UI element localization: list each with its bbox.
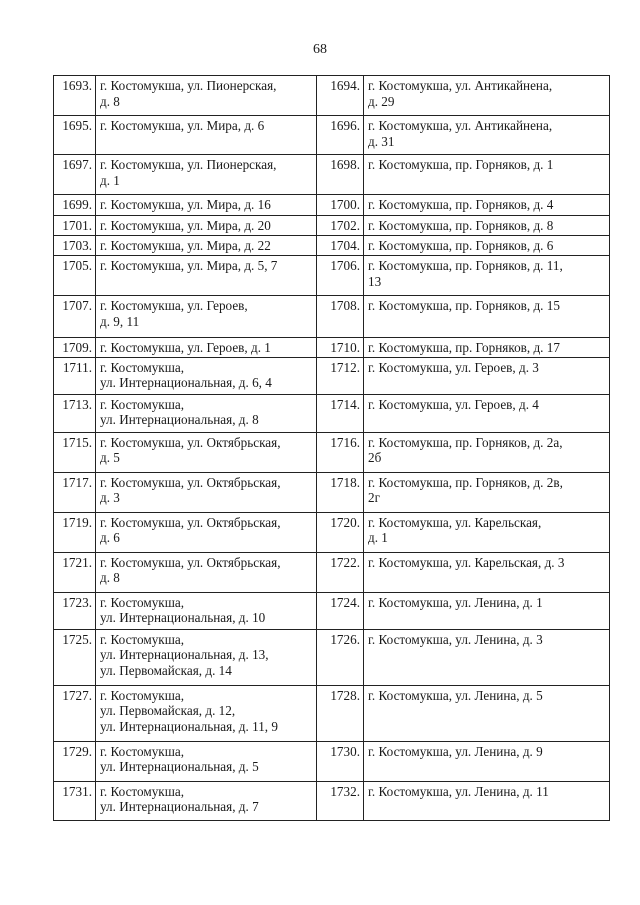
entry-number: 1715. (54, 432, 96, 472)
table-row (54, 685, 610, 741)
entry-address (96, 338, 317, 358)
address-line: г. Костомукша, пр. Горняков, д. 1 (368, 157, 554, 172)
entry-number: 1705. (54, 256, 96, 296)
entry-number: 1704. (317, 236, 364, 256)
entry-address (96, 781, 317, 820)
address-line: ул. Интернациональная, д. 8 (100, 412, 259, 427)
table-row (54, 195, 610, 216)
address-line: г. Костомукша, ул. Ленина, д. 3 (368, 631, 543, 647)
entry-number: 1718. (317, 472, 364, 512)
entry-address (96, 296, 317, 338)
entry-address (364, 512, 610, 552)
address-line: г. Костомукша, ул. Героев, (100, 298, 248, 313)
entry-address (96, 592, 317, 629)
page-number: 68 (313, 42, 327, 57)
address-line: д. 8 (100, 93, 120, 109)
entry-address (364, 256, 610, 296)
entry-address (364, 155, 610, 195)
entry-address (364, 296, 610, 338)
entry-number: 1723. (54, 592, 96, 629)
table-row (54, 629, 610, 685)
entry-number: 1703. (54, 236, 96, 256)
entry-number: 1730. (317, 741, 364, 781)
entry-address (96, 195, 317, 216)
entry-number: 1728. (317, 685, 364, 741)
entry-address (364, 216, 610, 236)
entry-address (96, 394, 317, 432)
address-line: г. Костомукша, ул. Октябрьская, (100, 514, 281, 530)
table-row (54, 432, 610, 472)
entry-number: 1694. (317, 76, 364, 116)
entry-number: 1707. (54, 296, 96, 338)
address-table (53, 75, 610, 821)
entry-number: 1722. (317, 552, 364, 592)
entry-address (364, 76, 610, 116)
entry-address (364, 592, 610, 629)
entry-address (96, 552, 317, 592)
address-table-body (54, 76, 610, 821)
entry-address (96, 512, 317, 552)
address-line: г. Костомукша, ул. Героев, д. 1 (100, 340, 271, 355)
entry-number: 1721. (54, 552, 96, 592)
entry-address (364, 472, 610, 512)
address-line: г. Костомукша, ул. Мира, д. 20 (100, 218, 271, 233)
address-line: г. Костомукша, пр. Горняков, д. 2в, (368, 474, 563, 490)
entry-address (96, 741, 317, 781)
entry-address (364, 432, 610, 472)
entry-address (96, 685, 317, 741)
entry-address (96, 76, 317, 116)
address-line: ул. Интернациональная, д. 7 (100, 799, 259, 814)
entry-number: 1708. (317, 296, 364, 338)
address-line: г. Костомукша, пр. Горняков, д. 17 (368, 340, 560, 355)
entry-number: 1700. (317, 195, 364, 216)
address-line: г. Костомукша, ул. Пионерская, (100, 157, 277, 172)
address-line: ул. Первомайская, д. 12, (100, 703, 236, 718)
entry-number: 1729. (54, 741, 96, 781)
entry-number: 1719. (54, 512, 96, 552)
address-line: г. Костомукша, пр. Горняков, д. 15 (368, 298, 560, 313)
address-line: д. 1 (100, 172, 120, 188)
entry-number: 1709. (54, 338, 96, 358)
entry-number: 1698. (317, 155, 364, 195)
address-line: г. Костомукша, ул. Карельская, д. 3 (368, 554, 565, 570)
address-line: 13 (368, 273, 382, 289)
entry-number: 1732. (317, 781, 364, 820)
address-line: г. Костомукша, ул. Мира, д. 16 (100, 197, 271, 212)
address-line: г. Костомукша, (100, 783, 185, 799)
address-line: г. Костомукша, ул. Ленина, д. 11 (368, 783, 549, 799)
address-line: д. 29 (368, 93, 395, 109)
entry-number: 1717. (54, 472, 96, 512)
entry-address (364, 338, 610, 358)
address-line: д. 9, 11 (100, 313, 140, 329)
address-line: г. Костомукша, ул. Антикайнена, (368, 78, 553, 93)
entry-address (364, 357, 610, 394)
table-row (54, 236, 610, 256)
entry-number: 1699. (54, 195, 96, 216)
address-line: ул. Интернациональная, д. 6, 4 (100, 375, 272, 390)
entry-address (364, 741, 610, 781)
address-line: ул. Интернациональная, д. 10 (100, 610, 266, 625)
address-line: г. Костомукша, ул. Октябрьская, (100, 554, 281, 570)
table-row (54, 338, 610, 358)
entry-address (364, 781, 610, 820)
address-line: г. Костомукша, ул. Мира, д. 22 (100, 238, 271, 253)
address-line: г. Костомукша, ул. Октябрьская, (100, 474, 281, 490)
entry-number: 1693. (54, 76, 96, 116)
address-line: г. Костомукша, ул. Ленина, д. 9 (368, 743, 543, 759)
entry-address (96, 236, 317, 256)
entry-number: 1716. (317, 432, 364, 472)
address-line: д. 1 (368, 530, 388, 545)
entry-address (364, 629, 610, 685)
address-line: г. Костомукша, (100, 743, 185, 759)
address-line: г. Костомукша, (100, 687, 185, 703)
table-row (54, 256, 610, 296)
entry-number: 1726. (317, 629, 364, 685)
address-line: д. 31 (368, 133, 395, 149)
entry-number: 1725. (54, 629, 96, 685)
address-line: г. Костомукша, ул. Ленина, д. 1 (368, 594, 543, 610)
entry-address (364, 116, 610, 155)
address-line: ул. Первомайская, д. 14 (100, 662, 232, 678)
entry-number: 1727. (54, 685, 96, 741)
table-row (54, 155, 610, 195)
address-line: ул. Интернациональная, д. 13, (100, 647, 269, 662)
address-line: г. Костомукша, (100, 594, 185, 610)
table-row (54, 394, 610, 432)
entry-number: 1714. (317, 394, 364, 432)
entry-address (96, 357, 317, 394)
address-line: д. 5 (100, 450, 120, 465)
address-line: ул. Интернациональная, д. 5 (100, 759, 259, 774)
table-row (54, 512, 610, 552)
table-row (54, 116, 610, 155)
entry-address (96, 155, 317, 195)
entry-number: 1702. (317, 216, 364, 236)
address-line: г. Костомукша, пр. Горняков, д. 11, (368, 258, 563, 273)
table-row (54, 781, 610, 820)
entry-number: 1713. (54, 394, 96, 432)
entry-address (96, 116, 317, 155)
entry-number: 1695. (54, 116, 96, 155)
entry-number: 1710. (317, 338, 364, 358)
address-line: г. Костомукша, (100, 631, 185, 647)
entry-number: 1724. (317, 592, 364, 629)
table-row (54, 76, 610, 116)
address-line: г. Костомукша, пр. Горняков, д. 4 (368, 197, 554, 212)
address-line: д. 6 (100, 530, 120, 545)
table-row (54, 296, 610, 338)
address-line: г. Костомукша, ул. Октябрьская, (100, 434, 281, 450)
entry-address (364, 394, 610, 432)
entry-number: 1706. (317, 256, 364, 296)
address-line: г. Костомукша, (100, 396, 185, 412)
entry-address (96, 472, 317, 512)
address-line: г. Костомукша, пр. Горняков, д. 6 (368, 238, 554, 253)
address-line: г. Костомукша, ул. Пионерская, (100, 78, 277, 93)
address-line: г. Костомукша, ул. Мира, д. 5, 7 (100, 258, 278, 273)
entry-address (364, 236, 610, 256)
entry-number: 1731. (54, 781, 96, 820)
address-line: г. Костомукша, пр. Горняков, д. 2а, (368, 434, 563, 450)
address-line: г. Костомукша, ул. Героев, д. 4 (368, 396, 539, 412)
address-line: г. Костомукша, ул. Ленина, д. 5 (368, 687, 543, 703)
address-line: 2б (368, 450, 382, 465)
entry-address (96, 256, 317, 296)
entry-address (364, 552, 610, 592)
entry-number: 1696. (317, 116, 364, 155)
entry-number: 1701. (54, 216, 96, 236)
address-line: д. 8 (100, 570, 120, 585)
address-line: г. Костомукша, ул. Антикайнена, (368, 118, 553, 133)
address-line: г. Костомукша, ул. Карельская, (368, 514, 542, 530)
entry-address (364, 685, 610, 741)
table-row (54, 472, 610, 512)
address-line: ул. Интернациональная, д. 11, 9 (100, 718, 278, 734)
entry-address (96, 629, 317, 685)
table-row (54, 592, 610, 629)
address-line: д. 3 (100, 490, 120, 505)
entry-number: 1720. (317, 512, 364, 552)
address-line: г. Костомукша, ул. Героев, д. 3 (368, 359, 539, 375)
address-line: 2г (368, 490, 381, 505)
table-row (54, 741, 610, 781)
entry-number: 1697. (54, 155, 96, 195)
entry-number: 1712. (317, 357, 364, 394)
entry-address (364, 195, 610, 216)
entry-address (96, 432, 317, 472)
table-row (54, 552, 610, 592)
address-line: г. Костомукша, (100, 359, 185, 375)
entry-address (96, 216, 317, 236)
address-line: г. Костомукша, пр. Горняков, д. 8 (368, 218, 554, 233)
table-row (54, 216, 610, 236)
address-line: г. Костомукша, ул. Мира, д. 6 (100, 118, 265, 133)
table-row (54, 357, 610, 394)
entry-number: 1711. (54, 357, 96, 394)
